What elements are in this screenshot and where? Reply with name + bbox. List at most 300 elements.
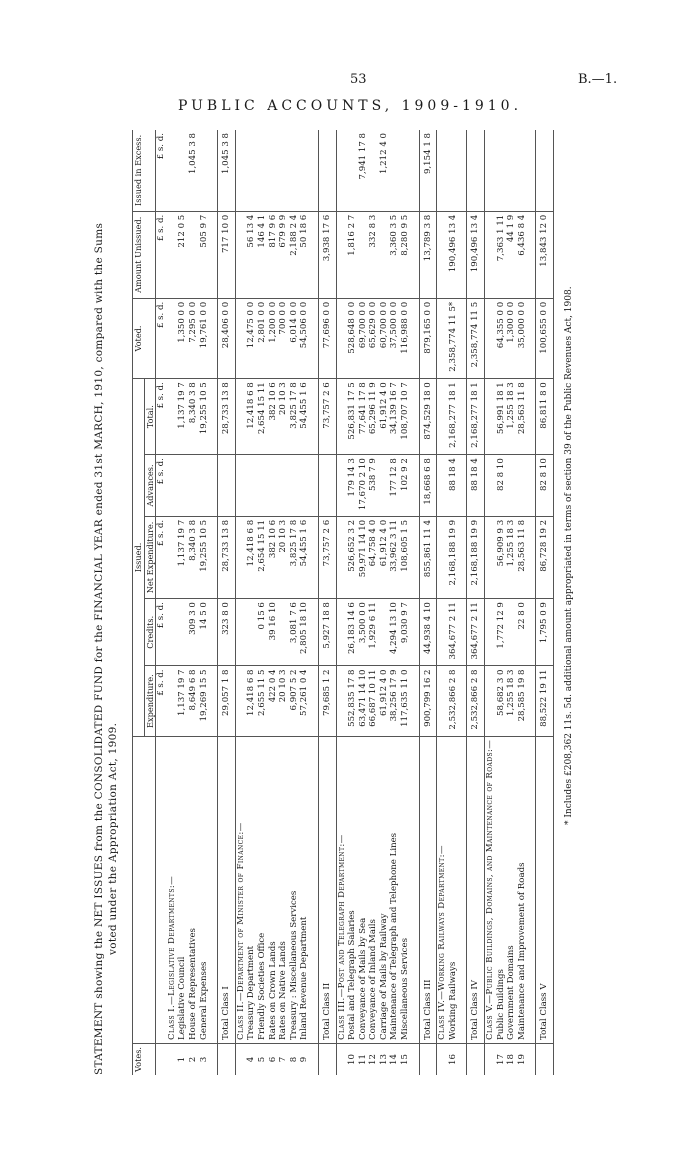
class-total-label: Total Class III [419, 736, 437, 1043]
total-voted: 879,165 0 0 [419, 298, 437, 378]
net-issues-table [132, 130, 554, 1075]
empty-cell [485, 666, 496, 736]
spacer [411, 1043, 420, 1075]
empty-cell [336, 211, 347, 298]
amount-adv: 538 7 9 [368, 455, 379, 517]
total-excess: 1,045 3 8 [218, 130, 236, 211]
vote-name: Legislative Council [177, 736, 188, 1043]
amount-cred: 14 5 0 [199, 599, 210, 666]
amount-excess: 1,212 4 0 [379, 130, 390, 211]
vote-name: Miscellaneous Services [400, 736, 411, 1043]
amount-excess [199, 130, 210, 211]
amount-exp: 63,471 14 10 [358, 666, 369, 736]
amount-unissued: 56 13 4 [246, 211, 257, 298]
voted-header: Voted. [133, 298, 156, 378]
amount-cred: 2,805 18 10 [299, 599, 310, 666]
amount-excess: 1,045 3 8 [188, 130, 199, 211]
vote-number: 12 [368, 1054, 379, 1065]
vote-number: 10 [347, 1054, 358, 1065]
table-body [156, 130, 554, 1075]
total-adv: 88 18 4 [467, 455, 485, 517]
table-row [389, 130, 400, 1075]
amount-unissued: 6,436 8 4 [517, 211, 528, 298]
amount-cred [177, 599, 188, 666]
empty-cell [167, 379, 178, 455]
spacer [411, 455, 420, 517]
amount-unissued: 44 1 9 [506, 211, 517, 298]
table-row [368, 130, 379, 1075]
vote-number: 5 [256, 1056, 267, 1063]
amount-voted: 65,629 0 0 [368, 298, 379, 378]
total-voted: 77,696 0 0 [318, 298, 336, 378]
empty-cell [235, 455, 246, 517]
amount-unissued: 817 9 6 [268, 211, 279, 298]
spacer [458, 379, 467, 455]
class-total-label: Total Class IV [467, 736, 485, 1043]
empty-cell [235, 666, 246, 736]
empty-cell [485, 130, 496, 211]
spacer [411, 211, 420, 298]
empty-cell [167, 516, 178, 598]
empty-cell [167, 211, 178, 298]
class-total-label: Total Class V [536, 736, 554, 1043]
amount-voted: 528,648 0 0 [347, 298, 358, 378]
total-total: 86,811 8 0 [536, 379, 554, 455]
vote-number: 3 [198, 1056, 209, 1063]
amount-adv [199, 455, 210, 517]
total-exp: 79,685 1 2 [318, 666, 336, 736]
vote-name: Rates on Crown Lands [268, 736, 279, 1043]
empty-cell [437, 599, 448, 666]
spacer [527, 130, 536, 211]
class-total-label: Total Class I [218, 736, 236, 1043]
spacer [527, 516, 536, 598]
spacer [527, 666, 536, 736]
spacer [527, 1043, 536, 1075]
amount-voted: 35,000 0 0 [517, 298, 528, 378]
vote-cell [467, 1043, 485, 1075]
class-heading-row [235, 130, 246, 1075]
vote-name: Rates on Native Lands [278, 736, 289, 1043]
amount-net: 1,255 18 3 [506, 516, 517, 598]
vote-name: Conveyance of Mails by Sea [358, 736, 369, 1043]
amount-total: 19,255 10 5 [199, 379, 210, 455]
amount-net: 33,962 3 11 [389, 516, 400, 598]
amount-exp: 20 10 3 [278, 666, 289, 736]
class-total-row [218, 130, 236, 1075]
amount-total: 1,137 19 7 [177, 379, 188, 455]
total-excess [536, 130, 554, 211]
amount-total: 526,831 17 5 [347, 379, 358, 455]
total-total: 28,733 13 8 [218, 379, 236, 455]
units-row [156, 130, 167, 1075]
spacer [458, 298, 467, 378]
spacer [458, 455, 467, 517]
empty-cell [336, 130, 347, 211]
total-net: 28,733 13 8 [218, 516, 236, 598]
amount-net: 382 10 6 [268, 516, 279, 598]
amount-excess [268, 130, 279, 211]
table-row [199, 130, 210, 1075]
total-excess [318, 130, 336, 211]
table-row [188, 130, 199, 1075]
amount-total: 20 10 3 [278, 379, 289, 455]
spacer-row [411, 130, 420, 1075]
table-row [299, 130, 310, 1075]
amount-voted: 60,700 0 0 [379, 298, 390, 378]
total-adv [318, 455, 336, 517]
vote-cell [318, 1043, 336, 1075]
vote-name: Public Buildings [496, 736, 507, 1043]
amount-excess [177, 130, 188, 211]
amount-total: 2,654 15 11 [257, 379, 268, 455]
amount-unissued: 332 8 3 [368, 211, 379, 298]
amount-adv [517, 455, 528, 517]
amount-excess [246, 130, 257, 211]
amount-adv [379, 455, 390, 517]
rotated-statement [92, 130, 642, 1075]
amount-exp: 28,585 19 8 [517, 666, 528, 736]
total-exp: 29,057 1 8 [218, 666, 236, 736]
empty-cell [485, 211, 496, 298]
amount-adv [299, 455, 310, 517]
vote-name: Working Railways [448, 736, 459, 1043]
empty-cell [336, 516, 347, 598]
class-total-row [467, 130, 485, 1075]
table-row [517, 130, 528, 1075]
amount-cred: 4,294 13 10 [389, 599, 400, 666]
amount-total: 34,139 16 7 [389, 379, 400, 455]
excess-header: Issued in Excess. [133, 130, 156, 211]
spacer [411, 516, 420, 598]
amount-exp: 2,655 11 5 [257, 666, 268, 736]
total-unissued: 717 10 0 [218, 211, 236, 298]
table-row [257, 130, 268, 1075]
table-row [347, 130, 358, 1075]
total-exp: 88,522 19 11 [536, 666, 554, 736]
amount-net: 19,255 10 5 [199, 516, 210, 598]
empty-cell [167, 455, 178, 517]
amount-unissued: 505 9 7 [199, 211, 210, 298]
description-header [133, 736, 156, 1043]
vote-name: Carriage of Mails by Railway [379, 736, 390, 1043]
vote-number: 15 [400, 1054, 411, 1065]
vote-number: 11 [357, 1054, 368, 1065]
table-row [289, 130, 300, 1075]
spacer [209, 298, 218, 378]
amount-excess [389, 130, 400, 211]
spacer [411, 599, 420, 666]
unit-cell: £ s. d. [156, 599, 167, 666]
table-row [506, 130, 517, 1075]
vote-name: Maintenance of Telegraph and Telephone Lines [389, 736, 400, 1043]
amount-exp: 58,682 3 0 [496, 666, 507, 736]
total-net: 73,757 2 6 [318, 516, 336, 598]
advances-header: Advances. [144, 455, 156, 517]
vote-number: 9 [299, 1056, 310, 1063]
empty-cell [235, 516, 246, 598]
empty-cell [235, 298, 246, 378]
amount-voted: 116,988 0 0 [400, 298, 411, 378]
unit-cell: £ s. d. [156, 130, 167, 211]
vote-name: Treasury Department [246, 736, 257, 1043]
class-heading: Class IV.—Working Railways Department:— [437, 736, 448, 1043]
spacer [411, 736, 420, 1043]
total-net: 86,728 19 2 [536, 516, 554, 598]
amount-excess [278, 130, 289, 211]
amount-exp: 57,261 0 4 [299, 666, 310, 736]
spacer [310, 1043, 319, 1075]
amount-adv: 179 14 3 [347, 455, 358, 517]
empty-cell [437, 298, 448, 378]
amount-voted: 1,200 0 0 [268, 298, 279, 378]
spacer [458, 516, 467, 598]
vote-name: Government Domains [506, 736, 517, 1043]
amount-total: 382 10 6 [268, 379, 279, 455]
amount-adv: 102 9 2 [400, 455, 411, 517]
amount-voted: 700 0 0 [278, 298, 289, 378]
amount-unissued [379, 211, 390, 298]
vote-cell [336, 1043, 347, 1075]
total-voted: 2,358,774 11 5 [467, 298, 485, 378]
vote-number: 2 [187, 1056, 198, 1063]
amount-net: 3,825 17 8 [289, 516, 300, 598]
amount-adv: 82 8 10 [496, 455, 507, 517]
table-row [400, 130, 411, 1075]
spacer [458, 599, 467, 666]
amount-adv: 177 12 8 [389, 455, 400, 517]
spacer [209, 599, 218, 666]
spacer [209, 666, 218, 736]
amount-total: 8,340 3 8 [188, 379, 199, 455]
spacer [527, 379, 536, 455]
amount-unissued [188, 211, 199, 298]
empty-cell [437, 516, 448, 598]
amount-excess [496, 130, 507, 211]
class-heading: Class V.—Public Buildings, Domains, and Maintenance of Roads:— [485, 736, 496, 1043]
amount-voted: 1,300 0 0 [506, 298, 517, 378]
spacer [458, 1043, 467, 1075]
spacer [310, 516, 319, 598]
total-exp: 900,799 16 2 [419, 666, 437, 736]
class-heading-row [167, 130, 178, 1075]
amount-adv [188, 455, 199, 517]
empty-cell [235, 599, 246, 666]
class-heading: Class III.—Post and Telegraph Department:— [336, 736, 347, 1043]
amount-exp: 1,255 18 3 [506, 666, 517, 736]
amount-cred: 0 15 6 [257, 599, 268, 666]
class-total-row [536, 130, 554, 1075]
unit-cell: £ s. d. [156, 379, 167, 455]
amount-exp: 8,649 6 8 [188, 666, 199, 736]
spacer [209, 1043, 218, 1075]
vote-name: Inland Revenue Department [299, 736, 310, 1043]
empty-cell [336, 298, 347, 378]
spacer [411, 379, 420, 455]
amount-net: 54,455 1 6 [299, 516, 310, 598]
table-row [177, 130, 188, 1075]
spacer [458, 666, 467, 736]
amount-total: 2,168,277 18 1 [448, 379, 459, 455]
amount-net: 20 10 3 [278, 516, 289, 598]
document-reference: B.—1. [578, 72, 618, 87]
amount-net: 2,168,188 19 9 [448, 516, 459, 598]
empty-cell [167, 130, 178, 211]
amount-voted: 2,801 0 0 [257, 298, 268, 378]
amount-adv: 17,670 2 10 [358, 455, 369, 517]
amount-voted: 37,500 0 0 [389, 298, 400, 378]
class-total-row [318, 130, 336, 1075]
amount-net: 28,563 11 8 [517, 516, 528, 598]
amount-unissued: 1,816 2 7 [347, 211, 358, 298]
total-total: 874,529 18 0 [419, 379, 437, 455]
total-net: 2,168,188 19 9 [467, 516, 485, 598]
amount-excess [506, 130, 517, 211]
amount-exp: 422 0 4 [268, 666, 279, 736]
vote-number: 19 [516, 1054, 527, 1065]
amount-excess [400, 130, 411, 211]
table-row [268, 130, 279, 1075]
class-heading-row [437, 130, 448, 1075]
vote-cell [218, 1043, 236, 1075]
empty-cell [336, 379, 347, 455]
table-row [496, 130, 507, 1075]
unissued-header: Amount Unissued. [133, 211, 156, 298]
amount-adv [177, 455, 188, 517]
amount-total: 54,455 1 6 [299, 379, 310, 455]
spacer [411, 666, 420, 736]
amount-net: 2,654 15 11 [257, 516, 268, 598]
vote-name: General Expenses [199, 736, 210, 1043]
spacer-row [310, 130, 319, 1075]
class-heading: Class I.—Legislative Departments:— [167, 736, 178, 1043]
amount-adv [257, 455, 268, 517]
footnote: * Includes £208,362 11s. 5d. additional amount appropriated in terms of section 39 of the Public Revenues Act, 1908. [564, 286, 574, 825]
amount-excess [368, 130, 379, 211]
amount-net: 64,758 4 0 [368, 516, 379, 598]
table-row [448, 130, 459, 1075]
amount-net: 12,418 6 8 [246, 516, 257, 598]
amount-exp: 6,907 5 2 [289, 666, 300, 736]
empty-cell [167, 298, 178, 378]
table-row [358, 130, 369, 1075]
empty-cell [167, 666, 178, 736]
amount-net: 8,340 3 8 [188, 516, 199, 598]
unit-cell: £ s. d. [156, 666, 167, 736]
total-exp: 2,532,866 2 8 [467, 666, 485, 736]
spacer [411, 298, 420, 378]
spacer [527, 298, 536, 378]
total-cred: 364,677 2 11 [467, 599, 485, 666]
amount-unissued: 679 9 9 [278, 211, 289, 298]
empty-cell [437, 666, 448, 736]
spacer [310, 211, 319, 298]
amount-exp: 2,532,866 2 8 [448, 666, 459, 736]
amount-total: 1,255 18 3 [506, 379, 517, 455]
spacer [458, 130, 467, 211]
total-adv [218, 455, 236, 517]
amount-net: 59,971 14 10 [358, 516, 369, 598]
amount-total: 28,563 11 8 [517, 379, 528, 455]
amount-voted: 69,700 0 0 [358, 298, 369, 378]
amount-excess [299, 130, 310, 211]
amount-total: 77,641 17 8 [358, 379, 369, 455]
vote-number: 1 [177, 1056, 188, 1063]
vote-name: Friendly Societies Office [257, 736, 268, 1043]
total-adv: 82 8 10 [536, 455, 554, 517]
spacer [310, 379, 319, 455]
empty-cell [485, 516, 496, 598]
vote-name: Postal and Telegraph Salaries [347, 736, 358, 1043]
vote-number: 4 [246, 1056, 257, 1063]
spacer [527, 736, 536, 1043]
empty-cell [485, 379, 496, 455]
amount-voted: 19,761 0 0 [199, 298, 210, 378]
amount-cred [379, 599, 390, 666]
amount-exp: 38,256 17 9 [389, 666, 400, 736]
total-voted: 100,655 0 0 [536, 298, 554, 378]
vote-cell [419, 1043, 437, 1075]
spacer [209, 211, 218, 298]
empty-cell [235, 211, 246, 298]
spacer [527, 211, 536, 298]
amount-net: 61,912 4 0 [379, 516, 390, 598]
total-cred: 44,938 4 10 [419, 599, 437, 666]
spacer-row [209, 130, 218, 1075]
spacer [209, 379, 218, 455]
empty-cell [485, 455, 496, 517]
amount-adv [506, 455, 517, 517]
amount-exp: 66,687 10 11 [368, 666, 379, 736]
statement-line-2: voted under the Appropriation Act, 1909. [107, 722, 119, 955]
page-number: 53 [350, 72, 367, 87]
amount-net: 526,652 3 2 [347, 516, 358, 598]
amount-cred: 26,183 14 6 [347, 599, 358, 666]
amount-total: 3,825 17 8 [289, 379, 300, 455]
votes-header: Votes. [133, 1046, 143, 1072]
class-heading-row [485, 130, 496, 1075]
amount-total: 56,991 18 1 [496, 379, 507, 455]
spacer [310, 130, 319, 211]
amount-total: 61,912 4 0 [379, 379, 390, 455]
amount-voted: 64,355 0 0 [496, 298, 507, 378]
amount-cred [278, 599, 289, 666]
amount-exp: 1,137 19 7 [177, 666, 188, 736]
vote-name: Maintenance and Improvement of Roads [517, 736, 528, 1043]
page-header [0, 0, 700, 120]
empty-cell [485, 298, 496, 378]
amount-cred: 3,500 0 0 [358, 599, 369, 666]
amount-exp: 19,269 15 5 [199, 666, 210, 736]
total-adv: 18,668 6 8 [419, 455, 437, 517]
vote-number: 14 [389, 1054, 400, 1065]
amount-unissued: 50 18 6 [299, 211, 310, 298]
total-header: Total. [144, 379, 156, 455]
amount-cred [246, 599, 257, 666]
unit-cell [156, 736, 167, 1043]
class-heading-row [336, 130, 347, 1075]
empty-cell [437, 455, 448, 517]
class-heading: Class II.—Department of Minister of Finance:— [235, 736, 246, 1043]
spacer [458, 736, 467, 1043]
spacer [209, 516, 218, 598]
amount-excess [257, 130, 268, 211]
amount-unissued: 190,496 13 4 [448, 211, 459, 298]
total-unissued: 3,938 17 6 [318, 211, 336, 298]
total-unissued: 13,789 3 8 [419, 211, 437, 298]
amount-net: 56,909 9 3 [496, 516, 507, 598]
vote-number: 7 [278, 1056, 289, 1063]
